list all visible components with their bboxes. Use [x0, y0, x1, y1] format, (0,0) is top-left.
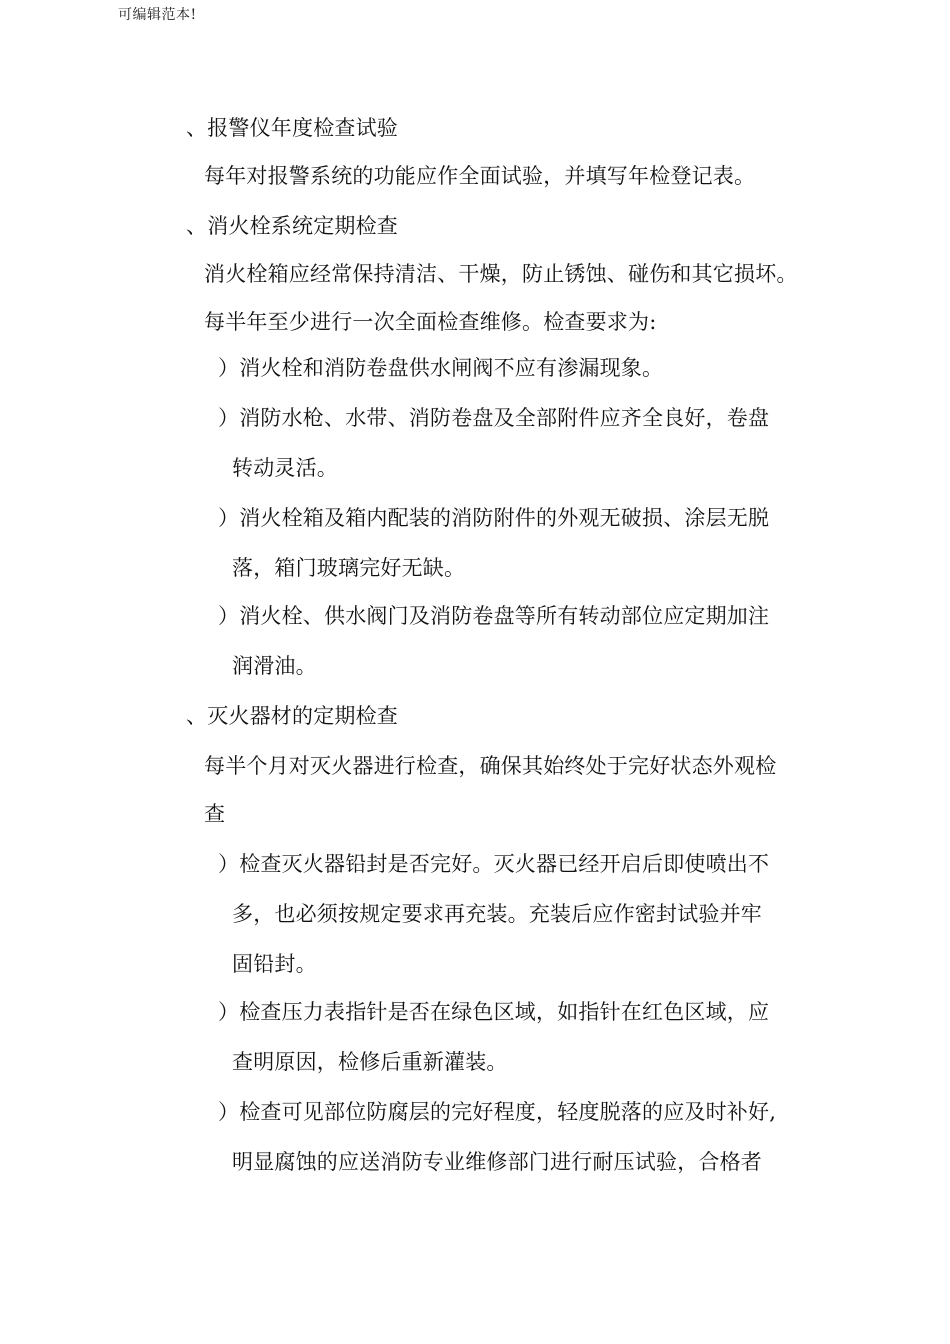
- list-item-continuation: 查明原因，检修后重新灌装。: [232, 1050, 508, 1074]
- list-item-continuation: 落，箱门玻璃完好无缺。: [232, 556, 466, 580]
- list-item-continuation: 转动灵活。: [232, 456, 338, 480]
- list-item-line: ）消火栓箱及箱内配装的消防附件的外观无破损、涂层无脱: [218, 506, 770, 530]
- list-item-line: ）检查可见部位防腐层的完好程度，轻度脱落的应及时补好,: [218, 1100, 777, 1124]
- paragraph-line: 每半个月对灭火器进行检查，确保其始终处于完好状态外观检: [204, 754, 777, 778]
- list-item-continuation: 明显腐蚀的应送消防专业维修部门进行耐压试验，合格者: [232, 1150, 762, 1174]
- list-item-line: ）消防水枪、水带、消防卷盘及全部附件应齐全良好，卷盘: [218, 406, 770, 430]
- paragraph-line: 每半年至少进行一次全面检查维修。检查要求为:: [204, 310, 657, 334]
- section-heading-hydrant: 、消火栓系统定期检查: [186, 214, 398, 238]
- paragraph-line: 每年对报警系统的功能应作全面试验，并填写年检登记表。: [204, 164, 756, 188]
- paragraph-line: 查: [204, 802, 226, 826]
- paragraph-line: 消火栓箱应经常保持清洁、干燥，防止锈蚀、碰伤和其它损坏。: [204, 262, 798, 286]
- list-item-line: ）消火栓和消防卷盘供水闸阀不应有渗漏现象。: [218, 356, 664, 380]
- list-item-line: ）检查压力表指针是否在绿色区域，如指针在红色区域，应: [218, 1000, 770, 1024]
- list-item-line: ）消火栓、供水阀门及消防卷盘等所有转动部位应定期加注: [218, 604, 770, 628]
- list-item-line: ）检查灭火器铅封是否完好。灭火器已经开启后即使喷出不: [218, 852, 770, 876]
- list-item-continuation: 多，也必须按规定要求再充装。充装后应作密封试验并牢: [232, 902, 762, 926]
- list-item-continuation: 润滑油。: [232, 654, 317, 678]
- section-heading-alarm: 、报警仪年度检查试验: [186, 116, 398, 140]
- page-header: 可编辑范本!: [118, 7, 197, 23]
- list-item-continuation: 固铅封。: [232, 952, 317, 976]
- section-heading-extinguisher: 、灭火器材的定期检查: [186, 704, 398, 728]
